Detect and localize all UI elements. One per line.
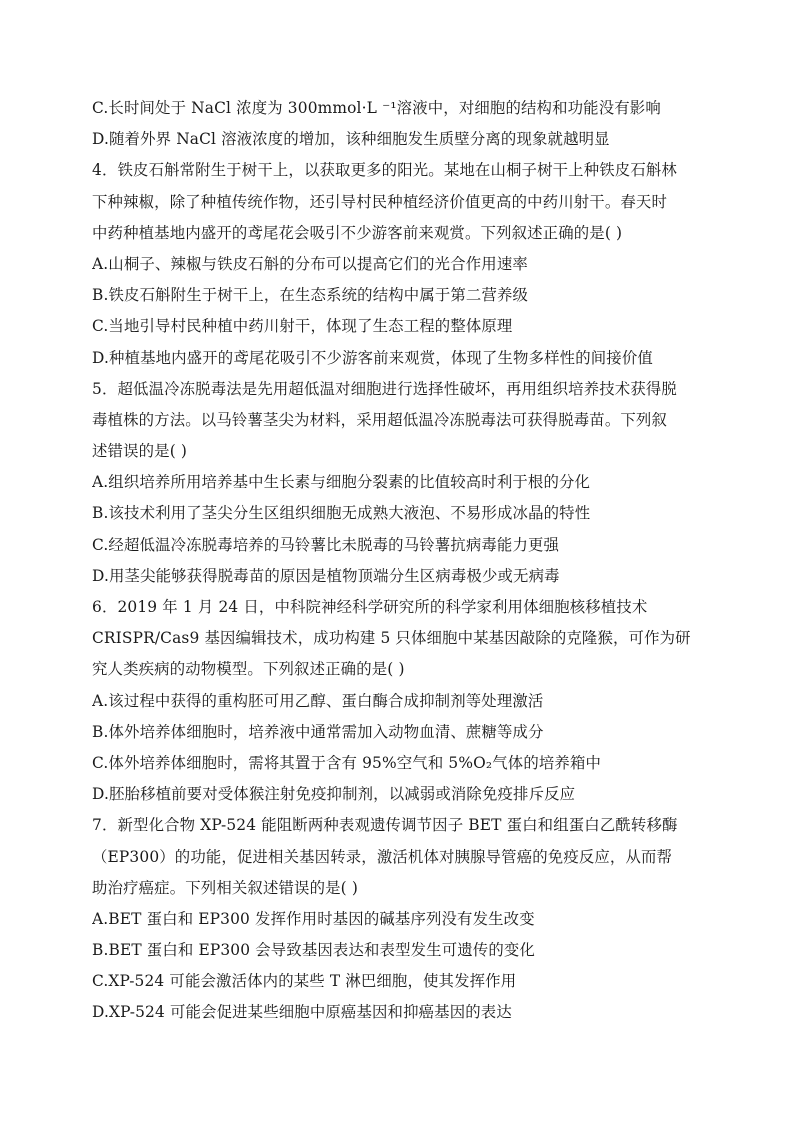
option-c-q7: C.XP-524 可能会激活体内的某些 T 淋巴细胞，使其发挥作用 [92, 972, 517, 991]
exam-page [92, 93, 712, 1029]
question-7-line-1: 7．新型化合物 XP-524 能阻断两种表观遗传调节因子 BET 蛋白和组蛋白乙酰转移酶 [92, 816, 678, 835]
option-d-q4: D.种植基地内盛开的鸢尾花吸引不少游客前来观赏，体现了生物多样性的间接价值 [92, 348, 653, 367]
option-c-q4: C.当地引导村民种植中药川射干，体现了生态工程的整体原理 [92, 317, 513, 336]
option-d-q6: D.胚胎移植前要对受体猴注射免疫抑制剂，以减弱或消除免疫排斥反应 [92, 785, 576, 804]
option-b-q4: B.铁皮石斛附生于树干上，在生态系统的结构中属于第二营养级 [92, 286, 529, 305]
option-c-q5: C.经超低温冷冻脱毒培养的马铃薯比未脱毒的马铃薯抗病毒能力更强 [92, 535, 560, 554]
option-b-q5: B.该技术利用了茎尖分生区组织细胞无成熟大液泡、不易形成冰晶的特性 [92, 504, 591, 523]
option-a-q5: A.组织培养所用培养基中生长素与细胞分裂素的比值较高时利于根的分化 [92, 473, 591, 492]
option-d-q7: D.XP-524 可能会促进某些细胞中原癌基因和抑癌基因的表达 [92, 1003, 512, 1022]
question-4-line-2: 下种辣椒，除了种植传统作物，还引导村民种植经济价值更高的中药川射干。春天时 [92, 192, 668, 211]
question-6-line-3: 究人类疾病的动物模型。下列叙述正确的是( ) [92, 660, 405, 679]
question-4-line-1: 4．铁皮石斛常附生于树干上，以获取更多的阳光。某地在山桐子树干上种铁皮石斛林 [92, 161, 677, 180]
option-c-q3: C.长时间处于 NaCl 浓度为 300mmol·L ⁻¹溶液中，对细胞的结构和功能没有影响 [92, 99, 661, 117]
question-6-line-2: CRISPR/Cas9 基因编辑技术，成功构建 5 只体细胞中某基因敲除的克隆猴，可作为研 [92, 629, 691, 648]
question-5-line-2: 毒植株的方法。以马铃薯茎尖为材料，采用超低温冷冻脱毒法可获得脱毒苗。下列叙 [92, 410, 668, 429]
question-7-line-3: 助治疗癌症。下列相关叙述错误的是( ) [92, 878, 359, 897]
option-a-q6: A.该过程中获得的重构胚可用乙醇、蛋白酶合成抑制剂等处理激活 [92, 691, 544, 710]
option-a-q4: A.山桐子、辣椒与铁皮石斛的分布可以提高它们的光合作用速率 [92, 254, 528, 273]
option-c-q6: C.体外培养体细胞时，需将其置于含有 95%空气和 5%O₂气体的培养箱中 [92, 753, 602, 772]
option-d-q5: D.用茎尖能够获得脱毒苗的原因是植物顶端分生区病毒极少或无病毒 [92, 566, 560, 585]
question-6-line-1: 6．2019 年 1 月 24 日，中科院神经科学研究所的科学家利用体细胞核移植技术 [92, 598, 648, 616]
question-4-line-3: 中药种植基地内盛开的鸢尾花会吸引不少游客前来观赏。下列叙述正确的是( ) [92, 223, 623, 242]
option-a-q7: A.BET 蛋白和 EP300 发挥作用时基因的碱基序列没有发生改变 [92, 909, 535, 928]
question-5-line-3: 述错误的是( ) [92, 442, 188, 461]
option-b-q7: B.BET 蛋白和 EP300 会导致基因表达和表型发生可遗传的变化 [92, 941, 535, 960]
question-5-line-1: 5．超低温冷冻脱毒法是先用超低温对细胞进行选择性破坏，再用组织培养技术获得脱 [92, 379, 677, 398]
option-d-q3: D.随着外界 NaCl 溶液浓度的增加，该种细胞发生质壁分离的现象就越明显 [92, 130, 610, 149]
question-7-line-2: （EP300）的功能，促进相关基因转录，激活机体对胰腺导管癌的免疫反应，从而帮 [92, 847, 673, 866]
option-b-q6: B.体外培养体细胞时，培养液中通常需加入动物血清、蔗糖等成分 [92, 722, 544, 741]
